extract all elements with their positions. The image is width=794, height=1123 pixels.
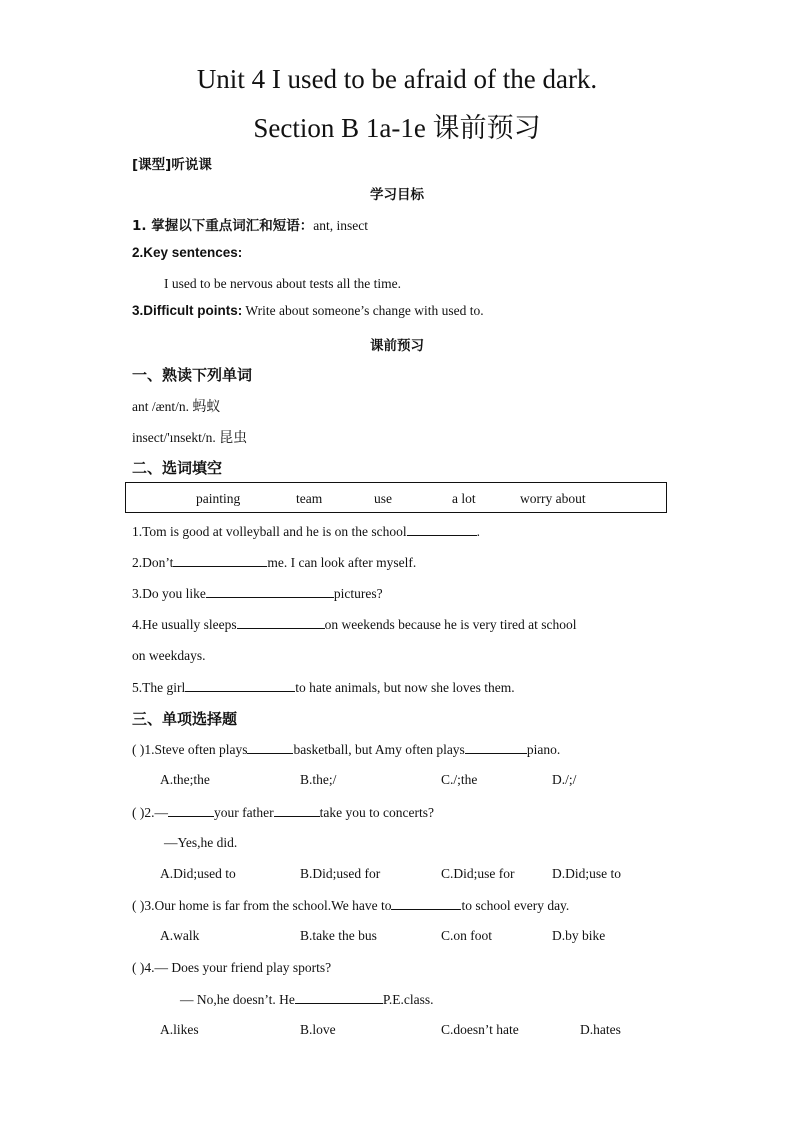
choice-option[interactable]: B.take the bus xyxy=(300,928,377,943)
vocab-word-1-cn: 蚂蚁 xyxy=(192,399,221,415)
answer-blank[interactable] xyxy=(391,897,461,910)
choice-question-2-text: ( )2.— xyxy=(132,805,168,820)
word-bank-item: team xyxy=(296,491,323,506)
title-line-1: Unit 4 I used to be afraid of the dark. xyxy=(196,64,598,94)
choice-question-1-mid: basketball, but Amy often plays xyxy=(293,742,465,757)
choice-option[interactable]: D.hates xyxy=(580,1022,621,1037)
choice-question-2-reply: —Yes,he did. xyxy=(164,835,238,850)
word-bank-item: use xyxy=(374,491,392,506)
choice-option[interactable]: C.Did;use for xyxy=(441,866,515,881)
answer-blank[interactable] xyxy=(185,679,295,692)
answer-blank[interactable] xyxy=(465,741,527,754)
choice-question-2-end: take you to concerts? xyxy=(319,805,434,820)
vocab-word-2-en: insect/'ınsekt/n. xyxy=(132,430,216,445)
goal-item-3-label: 3.Difficult points: xyxy=(132,303,243,318)
goal-item-1 xyxy=(132,214,368,234)
answer-blank[interactable] xyxy=(407,523,477,536)
vocab-word-2-cn: 昆虫 xyxy=(219,430,248,446)
vocab-word-1-en: ant /ænt/n. xyxy=(132,399,189,414)
fill-question-3 xyxy=(132,585,383,602)
word-bank-box xyxy=(125,482,667,513)
fill-question-4 xyxy=(132,616,577,633)
fill-question-5-text: 5.The girl xyxy=(132,680,186,695)
choice-question-2-mid: your father xyxy=(214,805,274,820)
choice-question-3-text: ( )3.Our home is far from the school.We have to xyxy=(132,898,392,913)
fill-question-1-text: 1.Tom is good at volleyball and he is on the school xyxy=(132,524,407,539)
vocab-word-2 xyxy=(132,427,247,447)
choice-option[interactable]: C.on foot xyxy=(441,928,493,943)
lesson-type: [课型]听说课 xyxy=(132,157,212,173)
fill-question-2-end: me. I can look after myself. xyxy=(267,555,417,570)
title-line-2: Section B 1a-1e 课前预习 xyxy=(253,113,541,143)
choice-question-2 xyxy=(132,804,434,821)
fill-question-1-end: . xyxy=(476,524,481,539)
choice-option[interactable]: D./;/ xyxy=(552,772,577,787)
choice-option[interactable]: D.Did;use to xyxy=(552,866,621,881)
word-bank-item: a lot xyxy=(452,491,476,506)
answer-blank[interactable] xyxy=(295,991,383,1004)
word-bank-item: painting xyxy=(196,491,241,506)
choice-option[interactable]: C.doesn’t hate xyxy=(441,1022,519,1037)
choice-question-1-end: piano. xyxy=(526,742,561,757)
choice-option[interactable]: B.Did;used for xyxy=(300,866,381,881)
goals-heading: 学习目标 xyxy=(370,187,424,203)
choice-question-4-reply-end: P.E.class. xyxy=(382,992,434,1007)
answer-blank[interactable] xyxy=(237,616,325,629)
fill-question-4-text: 4.He usually sleeps xyxy=(132,617,237,632)
part3-heading: 三、单项选择题 xyxy=(132,710,238,728)
choice-question-1-text: ( )1.Steve often plays xyxy=(132,742,248,757)
goal-item-1-text: ant, insect xyxy=(313,218,368,233)
choice-question-1 xyxy=(132,741,560,758)
key-sentence: I used to be nervous about tests all the time. xyxy=(164,276,401,291)
fill-question-2-text: 2.Don’t xyxy=(132,555,174,570)
answer-blank[interactable] xyxy=(173,554,267,567)
choice-option[interactable]: D.by bike xyxy=(552,928,606,943)
fill-question-1 xyxy=(132,523,480,540)
fill-question-2 xyxy=(132,554,416,571)
choice-option[interactable]: C./;the xyxy=(441,772,478,787)
fill-question-5-end: to hate animals, but now she loves them. xyxy=(295,680,515,695)
fill-question-3-text: 3.Do you like xyxy=(132,586,206,601)
part2-heading: 二、选词填空 xyxy=(132,459,223,477)
goal-item-2-label: 2.Key sentences: xyxy=(132,245,243,260)
part1-heading: 一、熟读下列单词 xyxy=(132,366,253,384)
answer-blank[interactable] xyxy=(168,804,214,817)
goal-item-1-label: 1. 掌握以下重点词汇和短语： xyxy=(132,218,314,234)
answer-blank[interactable] xyxy=(274,804,320,817)
choice-option[interactable]: A.Did;used to xyxy=(160,866,236,881)
choice-question-3 xyxy=(132,897,569,914)
answer-blank[interactable] xyxy=(247,741,293,754)
choice-option[interactable]: A.walk xyxy=(160,928,200,943)
choice-option[interactable]: A.the;the xyxy=(160,772,210,787)
choice-option[interactable]: B.love xyxy=(300,1022,336,1037)
fill-question-4-line-2: on weekdays. xyxy=(132,648,206,663)
goal-item-3 xyxy=(132,303,484,319)
choice-option[interactable]: A.likes xyxy=(160,1022,199,1037)
goal-item-3-text: Write about someone’s change with used to. xyxy=(245,303,484,318)
fill-question-5 xyxy=(132,679,515,696)
answer-blank[interactable] xyxy=(206,585,334,598)
vocab-word-1 xyxy=(132,396,220,416)
choice-question-4-reply xyxy=(180,991,433,1008)
choice-option[interactable]: B.the;/ xyxy=(300,772,337,787)
choice-question-3-end: to school every day. xyxy=(461,898,570,913)
choice-question-4-reply-text: — No,he doesn’t. He xyxy=(180,992,295,1007)
preview-heading: 课前预习 xyxy=(370,338,424,354)
fill-question-4-cont: on weekends because he is very tired at school xyxy=(324,617,577,632)
choice-question-4: ( )4.— Does your friend play sports? xyxy=(132,960,332,975)
fill-question-3-end: pictures? xyxy=(333,586,383,601)
word-bank-item: worry about xyxy=(520,491,586,506)
